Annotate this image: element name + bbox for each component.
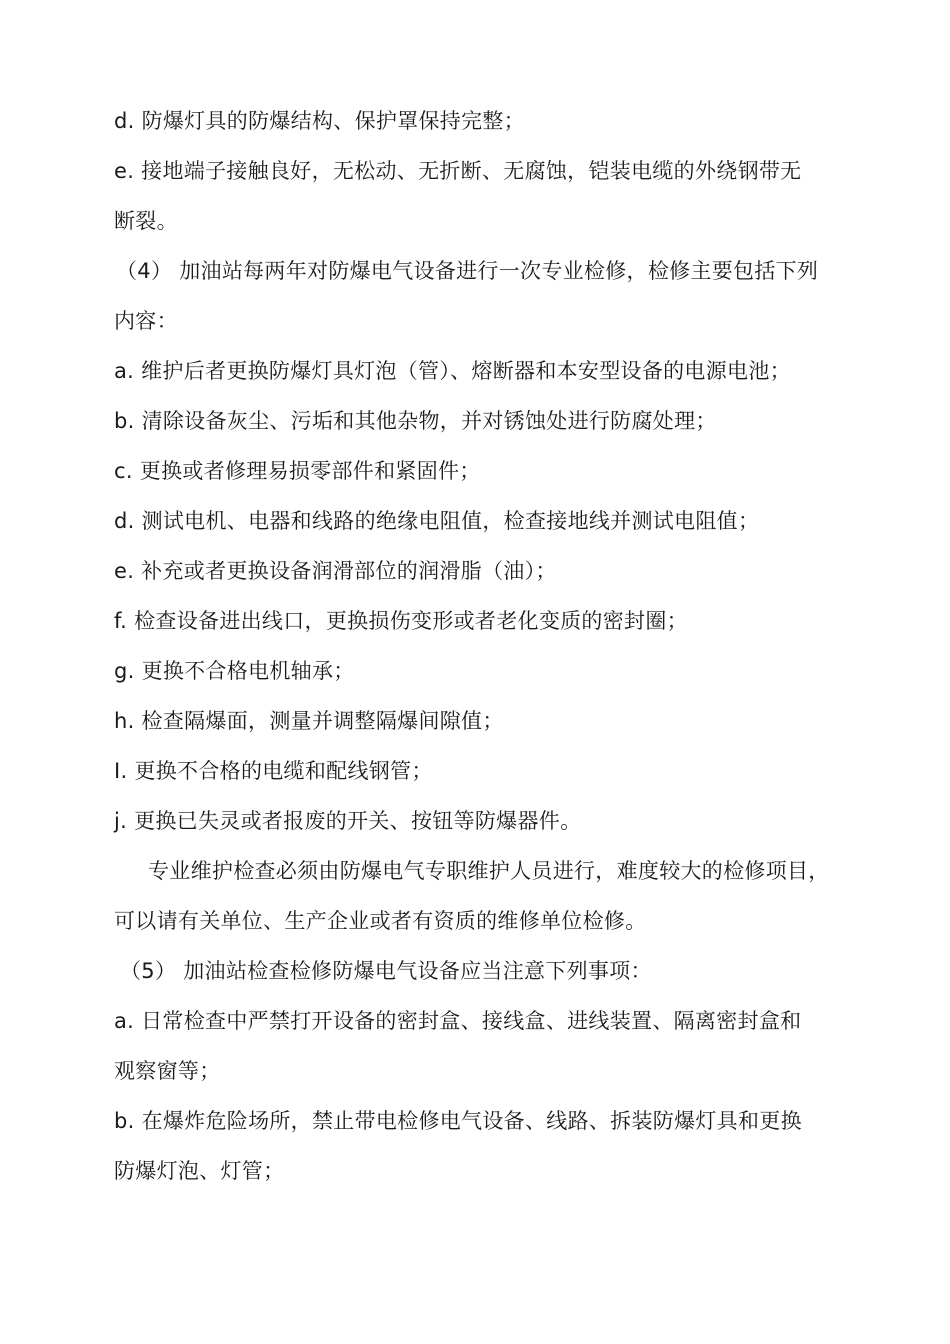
text-line-item-c: c. 更换或者修理易损零部件和紧固件；: [114, 459, 481, 483]
text-line-item-d-structure: d. 防爆灯具的防爆结构、保护罩保持完整；: [114, 109, 525, 133]
text-line-section-5: （5） 加油站检查检修防爆电气设备应当注意下列事项：: [120, 959, 652, 983]
text-line-continuation: 防爆灯泡、灯管；: [114, 1159, 285, 1183]
text-line-item-a-precaution: a. 日常检查中严禁打开设备的密封盒、接线盒、进线装置、隔离密封盒和: [114, 1009, 802, 1033]
text-line-item-b: b. 清除设备灰尘、污垢和其他杂物，并对锈蚀处进行防腐处理；: [114, 409, 717, 433]
text-line-item-h: h. 检查隔爆面，测量并调整隔爆间隙值；: [114, 709, 504, 733]
text-line-item-e: e. 补充或者更换设备润滑部位的润滑脂（油）；: [114, 559, 557, 583]
text-line-item-g: g. 更换不合格电机轴承；: [114, 659, 355, 683]
text-line-item-a: a. 维护后者更换防爆灯具灯泡（管）、熔断器和本安型设备的电源电池；: [114, 359, 791, 383]
text-line-item-d: d. 测试电机、电器和线路的绝缘电阻值，检查接地线并测试电阻值；: [114, 509, 760, 533]
text-line-continuation: 内容：: [114, 309, 178, 333]
text-line-item-e-grounding: e. 接地端子接触良好，无松动、无折断、无腐蚀，铠装电缆的外绕钢带无: [114, 159, 802, 183]
text-line-item-i: I. 更换不合格的电缆和配线钢管；: [114, 759, 433, 783]
text-line-section-4: （4） 加油站每两年对防爆电气设备进行一次专业检修，检修主要包括下列: [116, 259, 819, 283]
text-line-item-j: j. 更换已失灵或者报废的开关、按钮等防爆器件。: [114, 809, 582, 833]
text-line-continuation: 可以请有关单位、生产企业或者有资质的维修单位检修。: [114, 909, 647, 933]
text-line-continuation: 观察窗等；: [114, 1059, 221, 1083]
text-line-item-f: f. 检查设备进出线口，更换损伤变形或者老化变质的密封圈；: [114, 609, 688, 633]
text-line-paragraph: 专业维护检查必须由防爆电气专职维护人员进行，难度较大的检修项目，: [148, 859, 830, 883]
text-line-item-b-precaution: b. 在爆炸危险场所，禁止带电检修电气设备、线路、拆装防爆灯具和更换: [114, 1109, 802, 1133]
text-line-continuation: 断裂。: [114, 209, 178, 233]
